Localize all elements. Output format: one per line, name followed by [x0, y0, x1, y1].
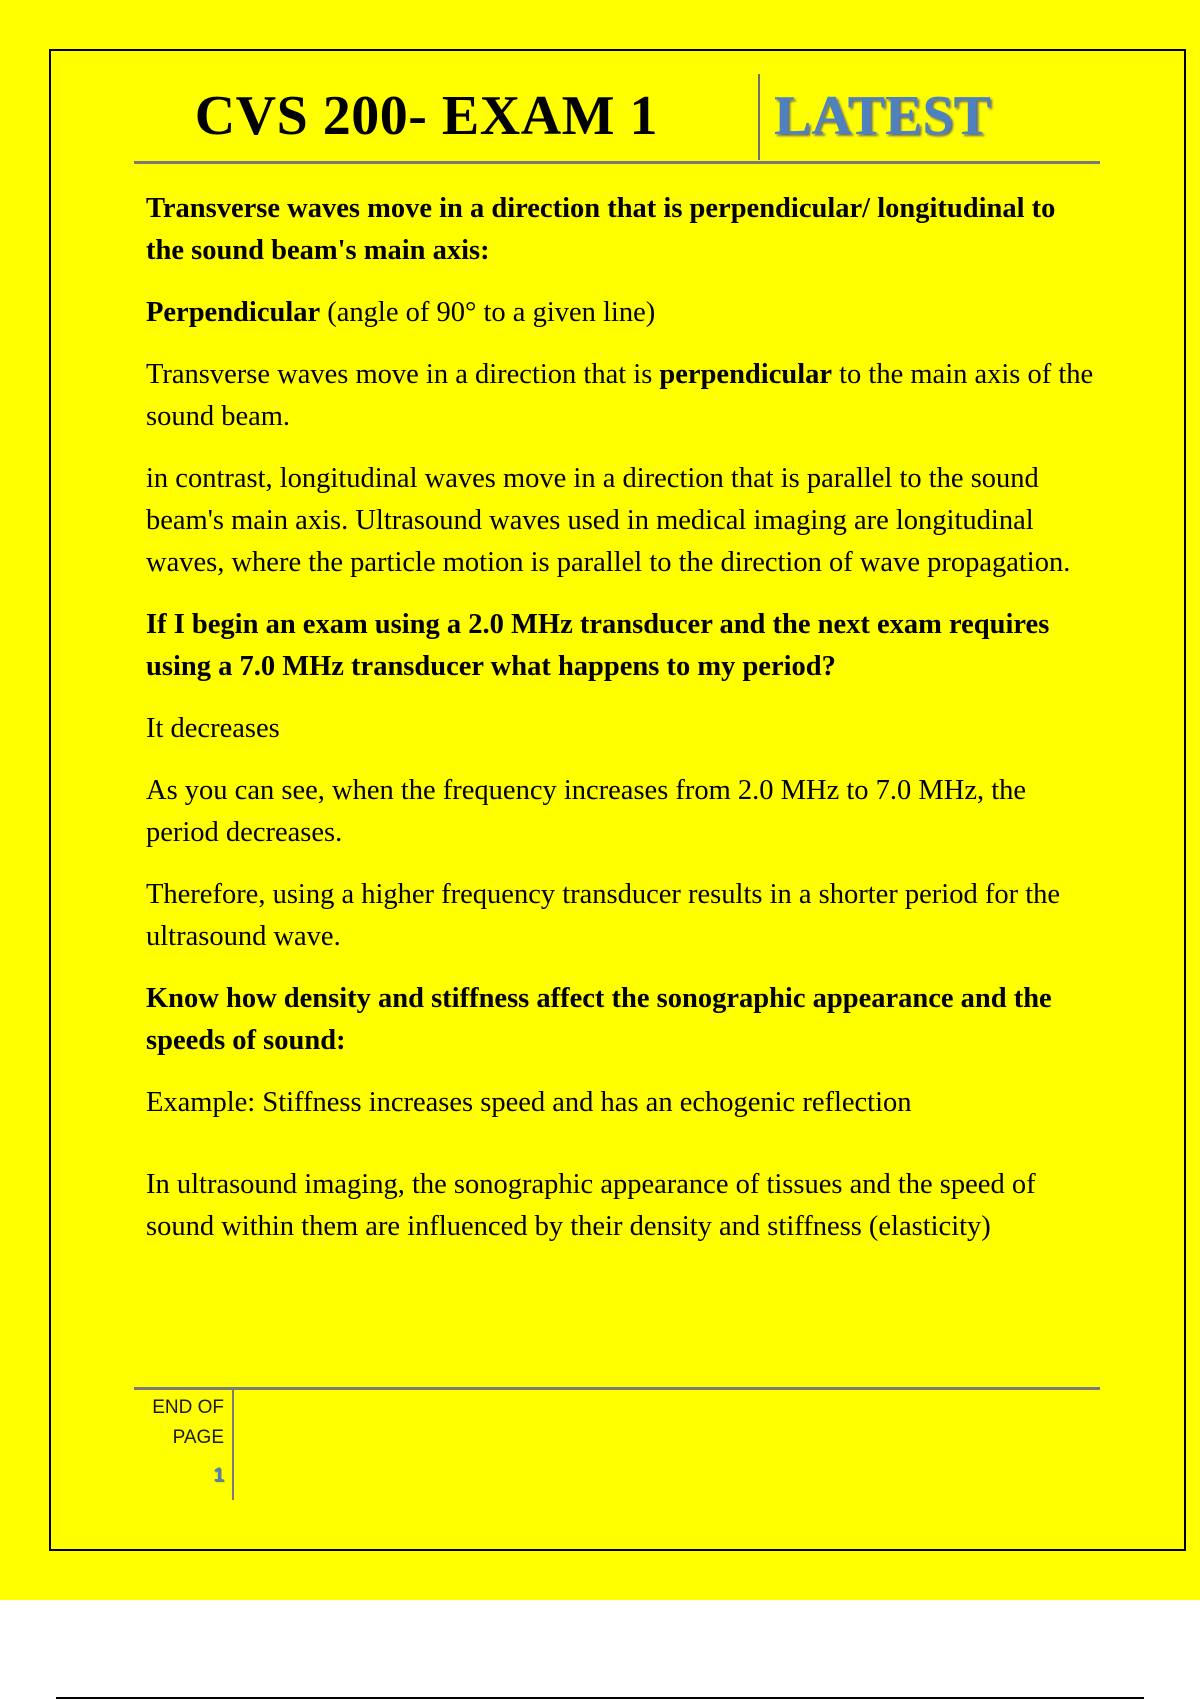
- footer-divider: [232, 1390, 234, 1500]
- question-2: If I begin an exam using a 2.0 MHz transducer and the next exam requires using a 7.0 MHz transducer what happens to my period?: [146, 609, 1050, 682]
- answer-1: [146, 292, 1096, 334]
- explanation-2a: As you can see, when the frequency increases from 2.0 MHz to 7.0 MHz, the period decreases.: [146, 775, 1027, 848]
- title-bar: [134, 70, 1100, 164]
- document-body: [146, 188, 1096, 1268]
- answer-3: Example: Stiffness increases speed and has an echogenic reflection: [146, 1087, 912, 1118]
- answer-1-bold: Perpendicular: [146, 297, 321, 328]
- explanation-3a: In ultrasound imaging, the sonographic appearance of tissues and the speed of sound within them are influenced by their density and stiffness (elasticity): [146, 1169, 1036, 1242]
- explanation-1a-start: Transverse waves move in a direction that is: [146, 359, 660, 390]
- end-of-page-line1: END OF: [152, 1397, 224, 1418]
- end-of-page-line2: PAGE: [172, 1427, 224, 1448]
- next-page-rule: [56, 1697, 1144, 1699]
- footer-rule: [134, 1387, 1100, 1390]
- answer-2: It decreases: [146, 713, 280, 744]
- answer-1-rest: (angle of 90° to a given line): [320, 297, 656, 328]
- explanation-1a: [146, 354, 1096, 438]
- end-of-page-label: [140, 1393, 224, 1453]
- paragraph-gap: [146, 1144, 1096, 1164]
- explanation-1b: in contrast, longitudinal waves move in a direction that is parallel to the sound beam's main axis. Ultrasound waves used in medical imaging are longitudinal waves, where the particle motion is parallel to the direction of wave propagation.: [146, 463, 1071, 578]
- explanation-1a-bold: perpendicular: [659, 359, 833, 390]
- page-number: 1: [213, 1465, 224, 1486]
- title-divider: [758, 74, 760, 160]
- question-3: Know how density and stiffness affect the sonographic appearance and the speeds of sound:: [146, 983, 1052, 1056]
- latest-badge: LATEST: [774, 85, 991, 147]
- explanation-1a-end: to the main axis of the sound beam.: [146, 359, 1094, 432]
- page-title: CVS 200- EXAM 1: [194, 85, 658, 147]
- question-1: Transverse waves move in a direction that is perpendicular/ longitudinal to the sound beam's main axis:: [146, 193, 1056, 266]
- explanation-2b: Therefore, using a higher frequency transducer results in a shorter period for the ultrasound wave.: [146, 879, 1061, 952]
